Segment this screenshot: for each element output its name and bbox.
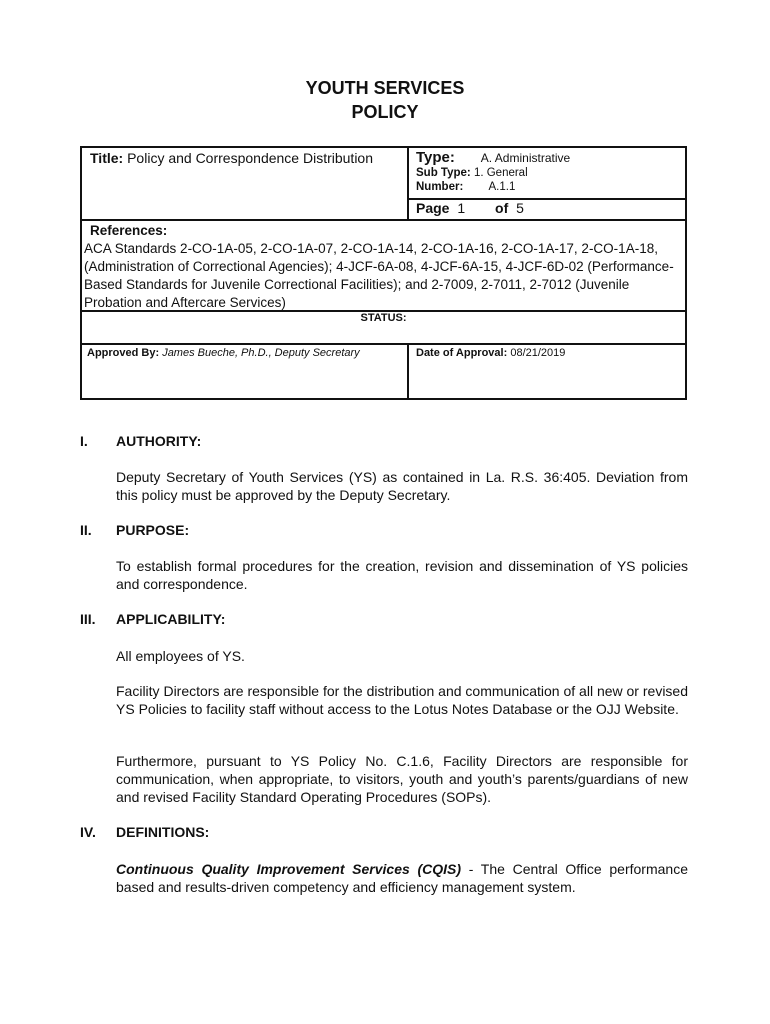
references [84,222,684,312]
page-value: 1 [457,200,466,216]
policy-title [90,150,373,166]
page-title-line-1: YOUTH SERVICES [305,78,465,98]
divider [407,200,409,220]
type-label: Type: [416,149,455,166]
type-value: A. Administrative [480,151,571,165]
paragraph: All employees of YS. [116,648,245,664]
approval-date-label: Date of Approval: [416,347,508,359]
approval-date [416,347,565,359]
approved-by [87,347,360,359]
section-title: DEFINITIONS: [116,824,210,840]
divider [407,148,409,200]
subtype-label: Sub Type: [416,167,471,179]
subtype-value: 1. General [473,167,528,179]
section-number: IV. [80,824,96,840]
paragraph: Deputy Secretary of Youth Services (YS) as contained in La. R.S. 36:405. Deviation from this policy must be approved by the Deputy Secretary. [116,469,688,503]
policy-type [416,149,570,194]
section-number: I. [80,433,88,449]
section-title: AUTHORITY: [116,433,202,449]
page-title [0,76,770,124]
approval-date-value: 08/21/2019 [510,347,566,359]
paragraph: Furthermore, pursuant to YS Policy No. C.1.6, Facility Directors are responsible for communication, when appropriate, to visitors, youth and youth’s parents/guardians of new and revised Facility Standard Operating Procedures (SOPs). [116,753,688,805]
policy-header-table [80,146,687,400]
paragraph: To establish formal procedures for the creation, revision and dissemination of YS policies and correspondence. [116,558,688,592]
section-number: III. [80,611,96,627]
definition-text: - The Central Office performance based and results-driven competency and efficiency management system. [116,861,688,895]
number-label: Number: [416,181,464,193]
references-label: References: [90,223,168,238]
divider [82,343,685,345]
section-number: II. [80,522,92,538]
page-label: Page [416,200,450,216]
section-title: PURPOSE: [116,522,190,538]
title-value: Policy and Correspondence Distribution [127,150,374,166]
references-text: ACA Standards 2-CO-1A-05, 2-CO-1A-07, 2-CO-1A-14, 2-CO-1A-16, 2-CO-1A-17, 2-CO-1A-18, (Administration of Correctional Agencies); 4-JCF-6A-08, 4-JCF-6A-15, 4-JCF-6D-02 (Performance-Based Standards for Juvenile Correctional Facilities); and 2-7009, 2-7011, 2-7012 (Juvenile Probation and Aftercare Services) [84,241,674,310]
approved-value: James Bueche, Ph.D., Deputy Secretary [162,347,360,359]
of-value: 5 [516,200,524,216]
title-label: Title: [90,150,124,166]
section-title: APPLICABILITY: [116,611,226,627]
divider [407,343,409,399]
paragraph: Facility Directors are responsible for the distribution and communication of all new or revised YS Policies to facility staff without access to the Lotus Notes Database or the OJJ Website. [116,683,688,717]
divider [82,219,685,221]
definition-cqis [116,860,688,896]
status-label: STATUS: [360,312,407,324]
page-title-line-2: POLICY [351,102,419,122]
approved-label: Approved By: [87,347,160,359]
definition-term: Continuous Quality Improvement Services (CQIS) [116,861,462,877]
of-label: of [495,200,509,216]
number-value: A.1.1 [488,181,516,193]
page-count [416,200,524,216]
